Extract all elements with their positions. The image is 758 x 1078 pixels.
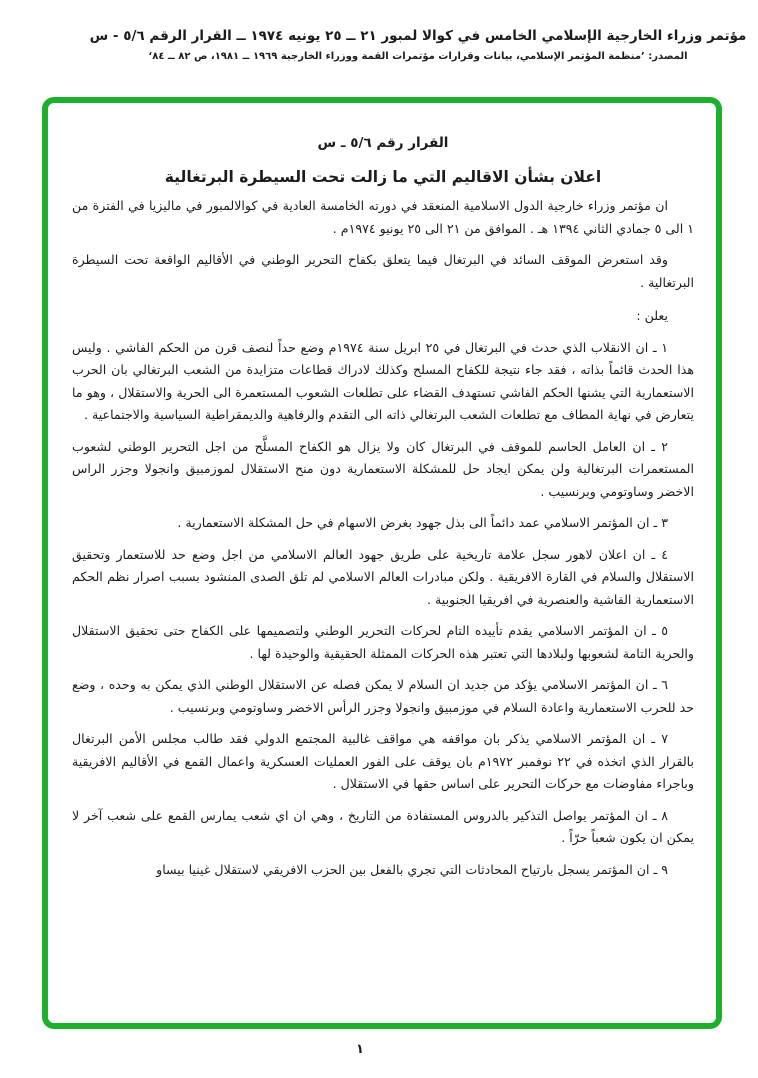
document-title: اعلان بشأن الاقاليم التي ما زالت تحت السيطرة البرتغالية xyxy=(164,168,602,186)
page-number: ١ xyxy=(356,1042,364,1057)
resolution-item-1: ١ ـ ان الانقلاب الذي حدث في البرتغال في ٢٥ ابريل سنة ١٩٧٤م وضع حداً لنصف قرن من الحكم الفاشي . وليس هذا الحدث قائماً بذاته ، فقد جاء نتيجة للكفاح المسلح وكذلك لادراك قطاعات متزايدة من الشعب البرتغالي بان الحرب الاستعمارية التي يشنها الحكم الفاشي تستهدف القضاء على تطلعات الشعوب المستعمرة الى الحرية والاستقلال ، وهو ما يتعارض في نهاية المطاف مع تطلعات الشعب البرتغالي ذاته الى التقدم والرفاهية والديمقراطية السياسية والاجتماعية . xyxy=(72,339,694,422)
resolution-number: القرار رقم ٥/٦ ـ س xyxy=(317,135,449,151)
resolution-item-7: ٧ ـ ان المؤتمر الاسلامي يذكر بان مواقفه هي مواقف غالبية المجتمع الدولي فقد طالب مجلس الأمن البرتغال بالقرار الذي اتخذه في ٢٢ نوفمبر ١٩٧٢م بان يوقف على الفور العمليات العسكرية واعمال القمع في الأقاليم الافريقية وباجراء مفاوضات مع حركات التحرير على اساس حقها في الاستقلال . xyxy=(72,731,694,791)
intro-paragraph-1: ان مؤتمر وزراء خارجية الدول الاسلامية المنعقد في دورته الخامسة العادية في كوالالمبور في ماليزيا في الفترة من ١ الى ٥ جمادي الثاني ١٣٩٤ هـ . الموافق من ٢١ الى ٢٥ يونيو ١٩٧٤م . xyxy=(72,198,694,236)
document-frame xyxy=(42,97,722,1029)
resolution-item-4: ٤ ـ ان اعلان لاهور سجل علامة تاريخية على طريق جهود العالم الاسلامي من اجل وضع حد للاستعمار وتحقيق الاستقلال والسلام في القارة الافريقية . ولكن مبادرات العالم الاسلامي لم تلق الصدى المنشود بسبب اصرار نظم الحكم الاستعمارية الفاشية والعنصرية في افريقيا الجنوبية . xyxy=(72,546,694,607)
header-conference-title: مؤتمر وزراء الخارجية الإسلامي الخامس في كوالا لمبور ٢١ ــ ٢٥ يونيه ١٩٧٤ ــ القرار الرقم ٥/٦ - س xyxy=(89,28,747,44)
resolution-item-9: ٩ ـ ان المؤتمر يسجل بارتياح المحادثات التي تجري بالفعل بين الحزب الافريقي لاستقلال غينيا بيساو xyxy=(156,861,668,877)
declares-label: يعلن : xyxy=(636,308,668,323)
intro-paragraph-2: وقد استعرض الموقف السائد في البرتغال فيما يتعلق بكفاح التحرير الوطني في الأقاليم الواقعة تحت السيطرة البرتغالية . xyxy=(72,252,694,290)
header-source-citation: المصدر: ’منظمة المؤتمر الإسلامي، بيانات وقرارات مؤتمرات القمة ووزراء الخارجية ١٩٦٩ ــ ١٩٨١، ص ٨٢ ــ ٨٤‘ xyxy=(148,51,688,62)
resolution-item-2: ٢ ـ ان العامل الحاسم للموقف في البرتغال كان ولا يزال هو الكفاح المسلَّح من اجل التحرير الوطني لشعوب المستعمرات البرتغالية ولن يمكن ايجاد حل للمشكلة الاستعمارية دون منح الاستقلال لموزمبيق وانجولا وجزر الراس الاخضر وساوتومي وبرنسيب . xyxy=(72,438,694,499)
source-header xyxy=(88,28,748,62)
resolution-item-3: ٣ ـ ان المؤتمر الاسلامي عمد دائماً الى بذل جهود بغرض الاسهام في حل المشكلة الاستعمارية . xyxy=(177,515,668,530)
resolution-item-5: ٥ ـ ان المؤتمر الاسلامي يقدم تأييده التام لحركات التحرير الوطني ولتصميمها على الكفاح حتى تحقيق الاستقلال والحرية التامة لشعوبها ولبلادها التي تعتبر هذه الحركات الممثلة الحقيقية والوحيدة لها . xyxy=(72,623,694,661)
resolution-item-6: ٦ ـ ان المؤتمر الاسلامي يؤكد من جديد ان السلام لا يمكن فصله عن الاستقلال الوطني الذي يمكن به وحده ، وضع حد للحرب الاستعمارية واعادة السلام في موزمبيق وانجولا وجزر الرأس الاخضر وساوتومي وبرنسيب . xyxy=(72,677,694,715)
resolution-item-8: ٨ ـ ان المؤتمر يواصل التذكير بالدروس المستفادة من التاريخ ، وهي ان اي شعب يمارس القمع على شعب آخر لا يمكن ان يكون شعباً حرّاً . xyxy=(72,807,694,845)
